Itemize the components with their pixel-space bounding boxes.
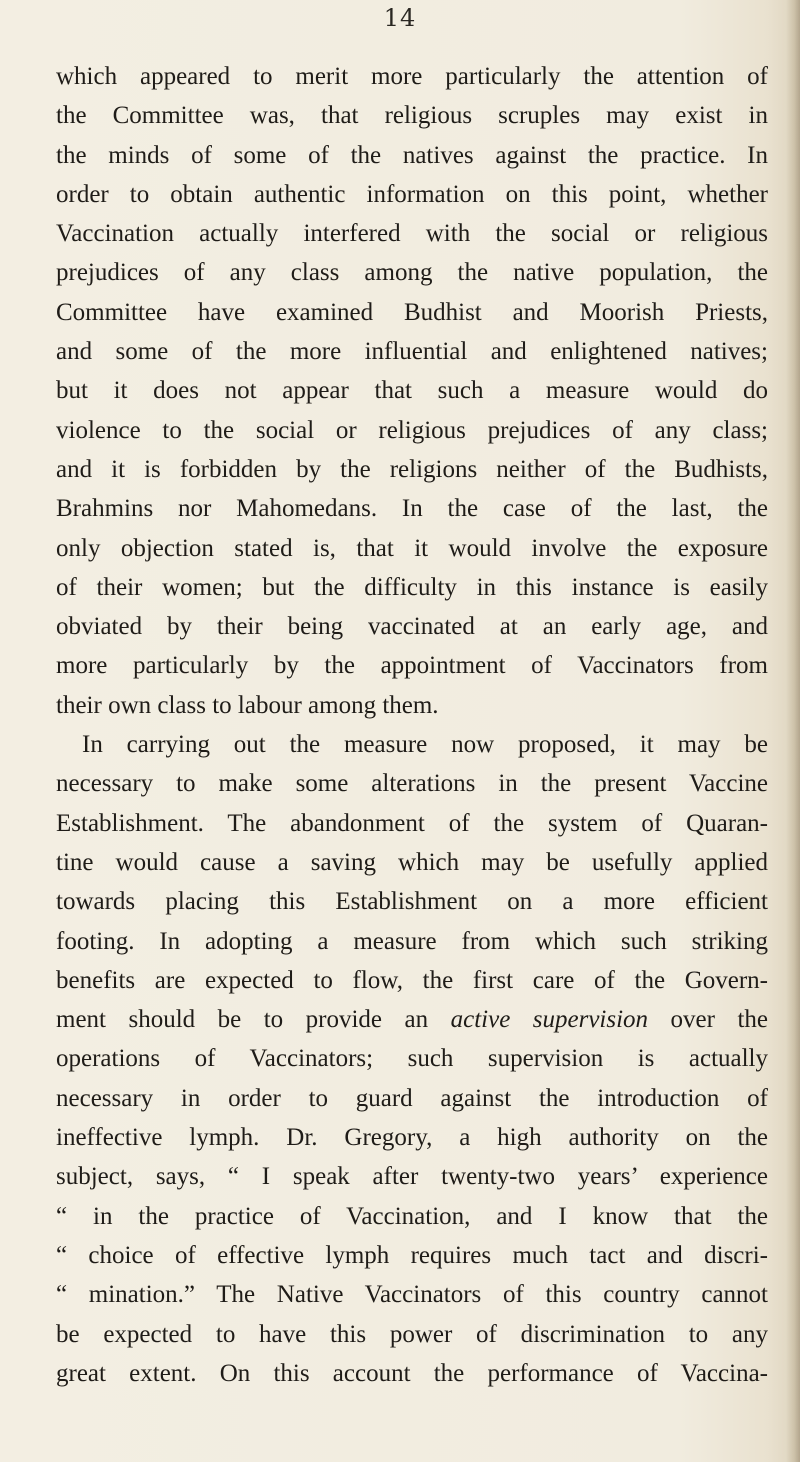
text-line: prejudices of any class among the native population, the <box>56 259 768 287</box>
text-line: tine would cause a saving which may be usefully applied <box>56 848 768 876</box>
text-line: necessary to make some alterations in the present Vaccine <box>56 770 768 798</box>
text-line: the minds of some of the natives against the practice. In <box>56 141 768 169</box>
text-line: which appeared to merit more particularly the attention of <box>56 63 768 90</box>
text-line: and some of the more influential and enlightened natives; <box>56 338 768 366</box>
page-edge-shadow <box>786 0 800 1462</box>
text-line: footing. In adopting a measure from which such striking <box>56 927 768 955</box>
text-line: the Committee was, that religious scruples may exist in <box>56 102 768 130</box>
text-line: necessary in order to guard against the introduction of <box>56 1084 768 1112</box>
text-line: order to obtain authentic information on this point, whether <box>56 180 768 208</box>
text-line: operations of Vaccinators; such supervision is actually <box>56 1045 768 1073</box>
text-run: over the <box>648 1006 769 1034</box>
text-line: Establishment. The abandonment of the system of Quaran- <box>56 809 768 837</box>
text-line: ineffective lymph. Dr. Gregory, a high authority on the <box>56 1124 768 1152</box>
text-line <box>56 1000 768 1039</box>
text-line: Brahmins nor Mahomedans. In the case of the last, the <box>56 495 768 523</box>
body-text <box>56 57 768 1393</box>
text-line: Vaccination actually interfered with the social or religious <box>56 220 768 248</box>
page-number: 14 <box>383 4 417 32</box>
text-line: more particularly by the appointment of Vaccinators from <box>56 652 768 680</box>
text-line: “ choice of effective lymph requires much tact and discri- <box>56 1241 768 1269</box>
text-line: “ mination.” The Native Vaccinators of this country cannot <box>56 1281 768 1309</box>
text-line: “ in the practice of Vaccination, and I know that the <box>56 1202 768 1230</box>
text-line: their own class to labour among them. <box>56 691 439 719</box>
text-line: of their women; but the difficulty in this instance is easily <box>56 573 768 601</box>
text-line: and it is forbidden by the religions neither of the Budhists, <box>56 455 768 483</box>
text-line: great extent. On this account the performance of Vaccina- <box>56 1359 768 1387</box>
text-line: towards placing this Establishment on a more efficient <box>56 888 768 916</box>
text-line: subject, says, “ I speak after twenty-two years’ experience <box>56 1163 768 1191</box>
italic-phrase: active supervision <box>450 1006 649 1034</box>
text-line: Committee have examined Budhist and Moorish Priests, <box>56 298 768 326</box>
text-line: In carrying out the measure now proposed, it may be <box>82 731 768 759</box>
text-line: but it does not appear that such a measure would do <box>56 377 768 405</box>
text-line: benefits are expected to flow, the first care of the Govern- <box>56 966 768 994</box>
text-line: violence to the social or religious prejudices of any class; <box>56 416 768 444</box>
text-line: only objection stated is, that it would involve the exposure <box>56 534 768 562</box>
text-run: ment should be to provide an <box>56 1006 451 1034</box>
text-line: be expected to have this power of discrimination to any <box>56 1320 768 1348</box>
text-line: obviated by their being vaccinated at an early age, and <box>56 613 768 641</box>
